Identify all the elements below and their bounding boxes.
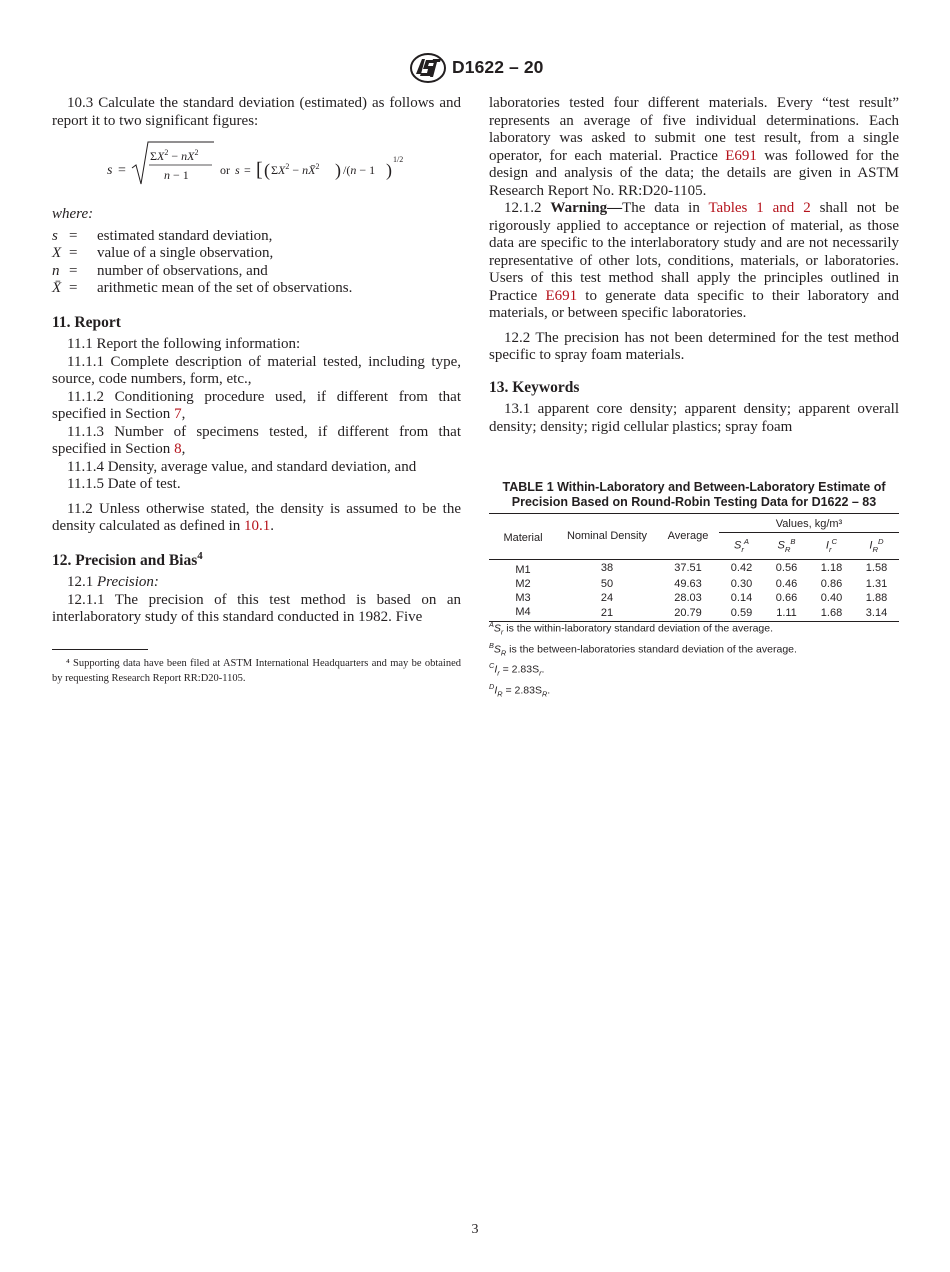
svg-text:n − 1: n − 1 [164,168,189,182]
std-dev-formula [52,134,461,204]
section-heading-13: 13. Keywords [489,378,580,396]
paragraph-10-3: 10.3 Calculate the standard deviation (estimated) as follows and report it to two significant figures: [52,95,461,129]
precision-table [489,513,899,622]
table-note-d: $^DI_R = 2.83S_R$. [489,681,551,699]
section-10-1-link[interactable]: 10.1 [244,518,271,534]
section-7-link[interactable]: 7 [174,406,182,422]
header-values: Values, kg/m³ [719,514,899,533]
header-sR: $S_R^B$ [777,537,796,554]
where-label: where: [52,206,94,222]
svg-text:s: s [107,163,113,178]
definition-s: s = estimated standard deviation, [52,227,273,244]
paragraph-12-1-1-continued: laboratories tested four different materials. Every “test result” represents an average of five individual determinations. Each laboratory was asked to submit one test result, from a single operator, for each material. Practice E691 was followed for the design and analysis of the data; the details are given in ASTM Research Report No. RR:D20-1105. [489,95,899,199]
table-1-caption: TABLE 1 Within-Laboratory and Between-Laboratory Estimate of Precision Based on Round-Robin Testing Data for D1622 – 83 [502,480,886,509]
definitions-list [52,228,461,298]
right-column [489,95,899,436]
svg-text:=: = [118,163,126,178]
section-8-link[interactable]: 8 [174,441,182,457]
svg-text:[: [ [256,159,263,181]
table-footnotes [489,618,899,700]
svg-text:): ) [335,160,341,180]
svg-text:/(n − 1: /(n − 1 [343,163,376,177]
header-sr: $S_r^A$ [733,537,750,554]
paragraph-11-2: 11.2 Unless otherwise stated, the density is assumed to be the density calculated as defined in 10.1. [52,500,461,534]
svg-text:or: or [220,163,230,177]
table-note-c: $^CI_r = 2.83S_r$. [489,661,545,678]
paragraph-12-1: 12.1 Precision: [67,574,159,591]
document-designation: D1622 – 20 [452,57,544,77]
footnote-4: ⁴ Supporting data have been filed at ASTM International Headquarters and may be obtained by requesting Research Report RR:D20-1105. [52,658,461,684]
e691-link[interactable]: E691 [725,147,757,164]
paragraph-11-1: 11.1 Report the following information: [67,336,301,352]
table-note-b: $^BS_R$ is the between-laboratories standard deviation of the average. [489,640,797,658]
tables-1-2-link[interactable]: Tables 1 and 2 [708,200,811,216]
table-row: M1 38 37.51 0.42 0.56 1.18 1.58 [515,562,888,576]
paragraph-11-1-1: 11.1.1 Complete description of material tested, including type, source, code numbers, form, etc., [52,353,461,387]
left-column [52,95,461,627]
header-nominal-density: Nominal Density [557,514,657,560]
svg-text:1/2: 1/2 [393,155,404,164]
svg-text:(: ( [264,160,270,180]
definition-x: X = value of a single observation, [52,245,274,261]
e691-link-2[interactable]: E691 [545,287,578,304]
std-dev-equation [52,134,461,204]
svg-text:s: s [235,163,240,177]
footnote-ref-4[interactable]: 4 [197,549,203,562]
svg-text:ΣX2 − nX2: $\Sigma X^2 - nX^2$ [150,148,199,163]
table-note-a: $^AS_r$ is the within-laboratory standard deviation of the average. [489,620,774,637]
paragraph-11-1-2: 11.1.2 Conditioning procedure used, if different from that specified in Section 7, [52,388,461,422]
section-heading-12: 12. Precision and Bias$^4$ [52,549,203,569]
paragraph-11-1-3: 11.1.3 Number of specimens tested, if different from that specified in Section 8, [52,423,461,457]
table-row: M4 21 20.79 0.59 1.11 1.68 3.14 [489,605,899,622]
astm-logo-icon [409,52,447,84]
section-heading-11: 11. Report [52,313,121,331]
header-iR: $I_R^D$ [869,537,884,554]
definition-n: n = number of observations, and [52,262,268,279]
footnote-rule [52,649,148,650]
svg-text:=: = [244,163,251,177]
header-average: Average [657,514,719,560]
paragraph-11-1-4: 11.1.4 Density, average value, and standard deviation, and [67,458,417,475]
svg-text:): ) [386,160,392,180]
table-row: M2 50 49.63 0.30 0.46 0.86 1.31 [515,577,888,590]
svg-text:ΣX2 − nX̄2: $\Sigma X^2$ − nX̄$^2$ [271,162,320,177]
paragraph-12-2: 12.2 The precision has not been determined for the test method specific to spray foam materials. [489,329,899,363]
paragraph-13-1: 13.1 apparent core density; apparent density; apparent overall density; density; rigid cellular plastics; spray foam [489,401,899,435]
paragraph-12-1-2: 12.1.2 Warning—The data in Tables 1 and 2 shall not be rigorously applied to acceptance or rejection of material, as those data are specific to the interlaboratory study and are not necessarily representative of other lots, conditions, materials, or laboratories. Users of this test method shall apply the principles outlined in Practice E691 to generate data specific to their laboratory and materials, or between specific laboratories. [489,200,900,321]
definition-xbar: X̄ = arithmetic mean of the set of observations. [52,280,353,296]
paragraph-12-1-1: 12.1.1 The precision of this test method is based on an interlaboratory study of this standard conducted in 1982. Five [52,591,461,626]
page-header [0,52,950,86]
paragraph-11-1-5: 11.1.5 Date of test. [67,476,181,492]
header-ir: $I_r^C$ [825,537,838,554]
table-row: M3 24 28.03 0.14 0.66 0.40 1.88 [515,591,888,604]
page-number: 3 [471,1222,479,1237]
header-material: Material [489,514,557,560]
